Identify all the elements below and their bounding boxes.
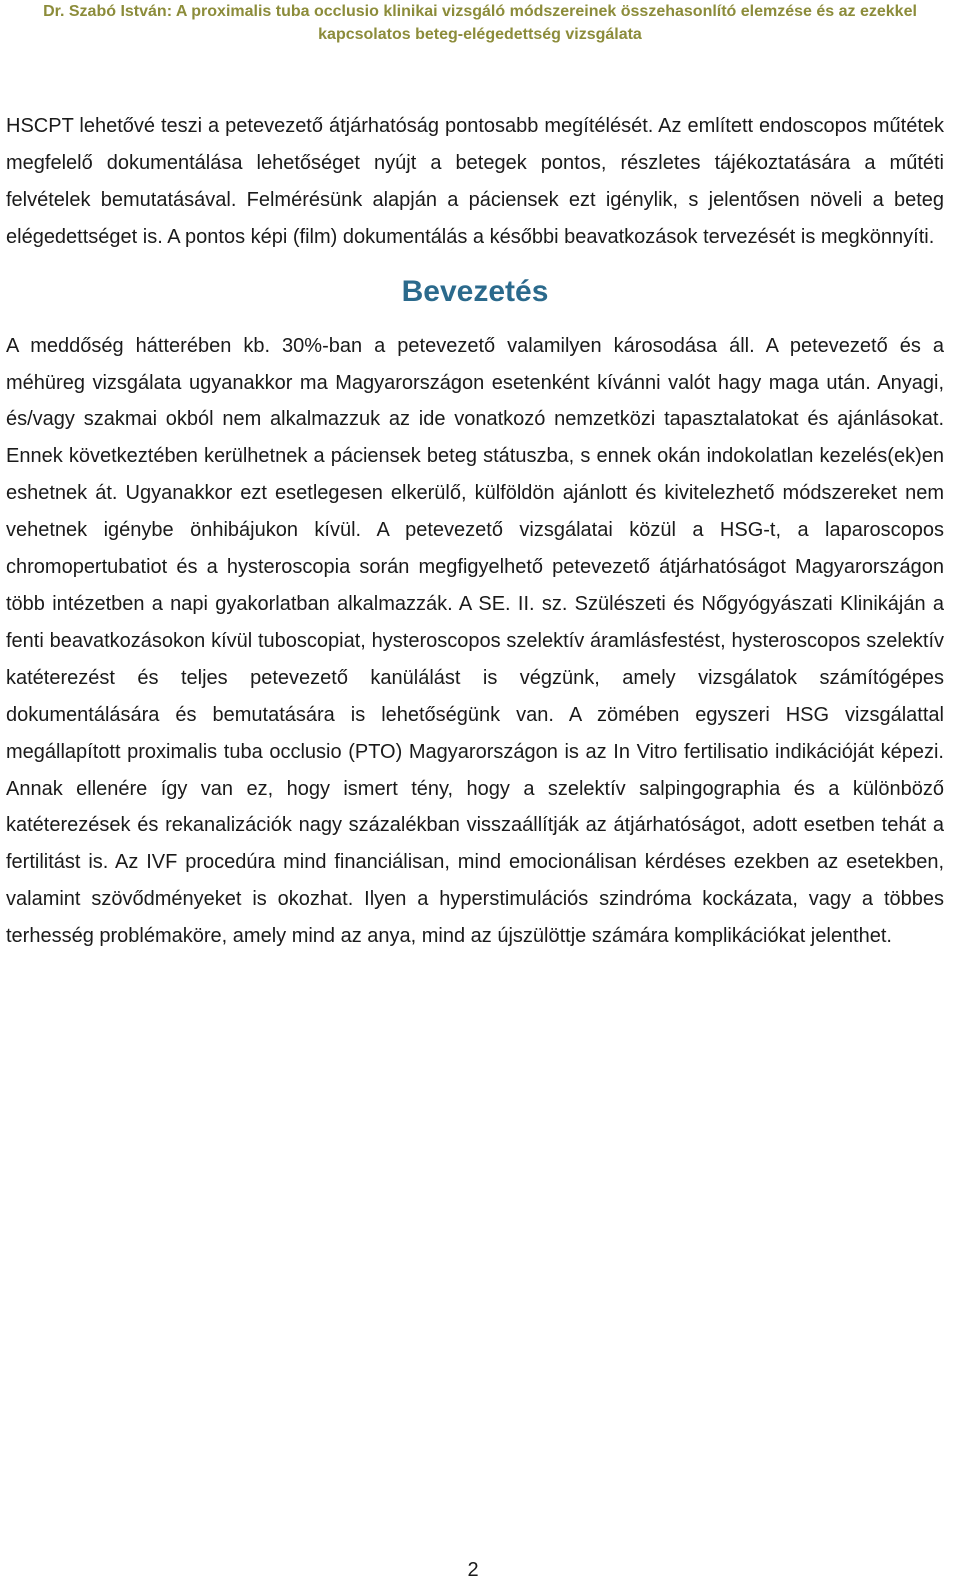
running-header-line-2: kapcsolatos beteg-elégedettség vizsgálata xyxy=(318,26,642,43)
paragraph-intro: HSCPT lehetővé teszi a petevezető átjárhatóság pontosabb megítélését. Az említett endoscopos műtétek megfelelő dokumentálása lehetőséget nyújt a betegek pontos, részletes tájékoztatására a műtéti felvételek bemutatásával. Felmérésünk alapján a páciensek ezt igénylik, s jelentősen növeli a beteg elégedettséget is. A pontos képi (film) dokumentálás a későbbi beavatkozások tervezését is megkönnyíti. xyxy=(6,115,944,248)
page-number: 2 xyxy=(467,1559,479,1581)
running-header-line-1: Dr. Szabó István: A proximalis tuba occlusio klinikai vizsgáló módszereinek összehasonlító elemzése és az ezekkel xyxy=(43,3,917,20)
paragraph-bevezetes: A meddőség hátterében kb. 30%-ban a petevezető valamilyen károsodása áll. A petevezető és a méhüreg vizsgálata ugyanakkor ma Magyarországon esetenként kívánni valót hagy maga után. Anyagi, és/vagy szakmai okból nem alkalmazzuk az ide vonatkozó nemzetközi tapasztalatokat és ajánlásokat. Ennek következtében kerülhetnek a páciensek beteg státuszba, s ennek okán indokolatlan kezelés(ek)en eshetnek át. Ugyanakkor ezt esetlegesen elkerülő, külföldön ajánlott és kivitelezhető módszereket nem vehetnek igénybe önhibájukon kívül. A petevezető vizsgálatai közül a HSG-t, a laparoscopos chromopertubatiot és a hysteroscopia során megfigyelhető petevezető átjárhatóságot Magyarországon több intézetben a napi gyakorlatban alkalmazzák. A SE. II. sz. Szülészeti és Nőgyógyászati Klinikáján a fenti beavatkozásokon kívül tuboscopiat, hysteroscopos szelektív áramlásfestést, hysteroscopos szelektív katéterezést és teljes petevezető kanülálást is végzünk, amely vizsgálatok számítógépes dokumentálására és bemutatására is lehetőségünk van. A zömében egyszeri HSG vizsgálattal megállapított proximalis tuba occlusio (PTO) Magyarországon is az In Vitro fertilisatio indikációját képezi. Annak ellenére így van ez, hogy ismert tény, hogy a szelektív salpingographia és a különböző katéterezések és rekanalizációk nagy százalékban visszaállítják az átjárhatóságot, adott esetben tehát a fertilitást is. Az IVF procedúra mind financiálisan, mind emocionálisan kérdéses ezekben az esetekben, valamint szövődményeket is okozhat. Ilyen a hyperstimulációs szindróma kockázata, vagy a többes terhesség problémaköre, amely mind az anya, mind az újszülöttje számára komplikációkat jelenthet. xyxy=(6,334,944,948)
running-header xyxy=(0,0,960,46)
document-body xyxy=(6,108,944,955)
section-title: Bevezetés xyxy=(401,274,549,308)
